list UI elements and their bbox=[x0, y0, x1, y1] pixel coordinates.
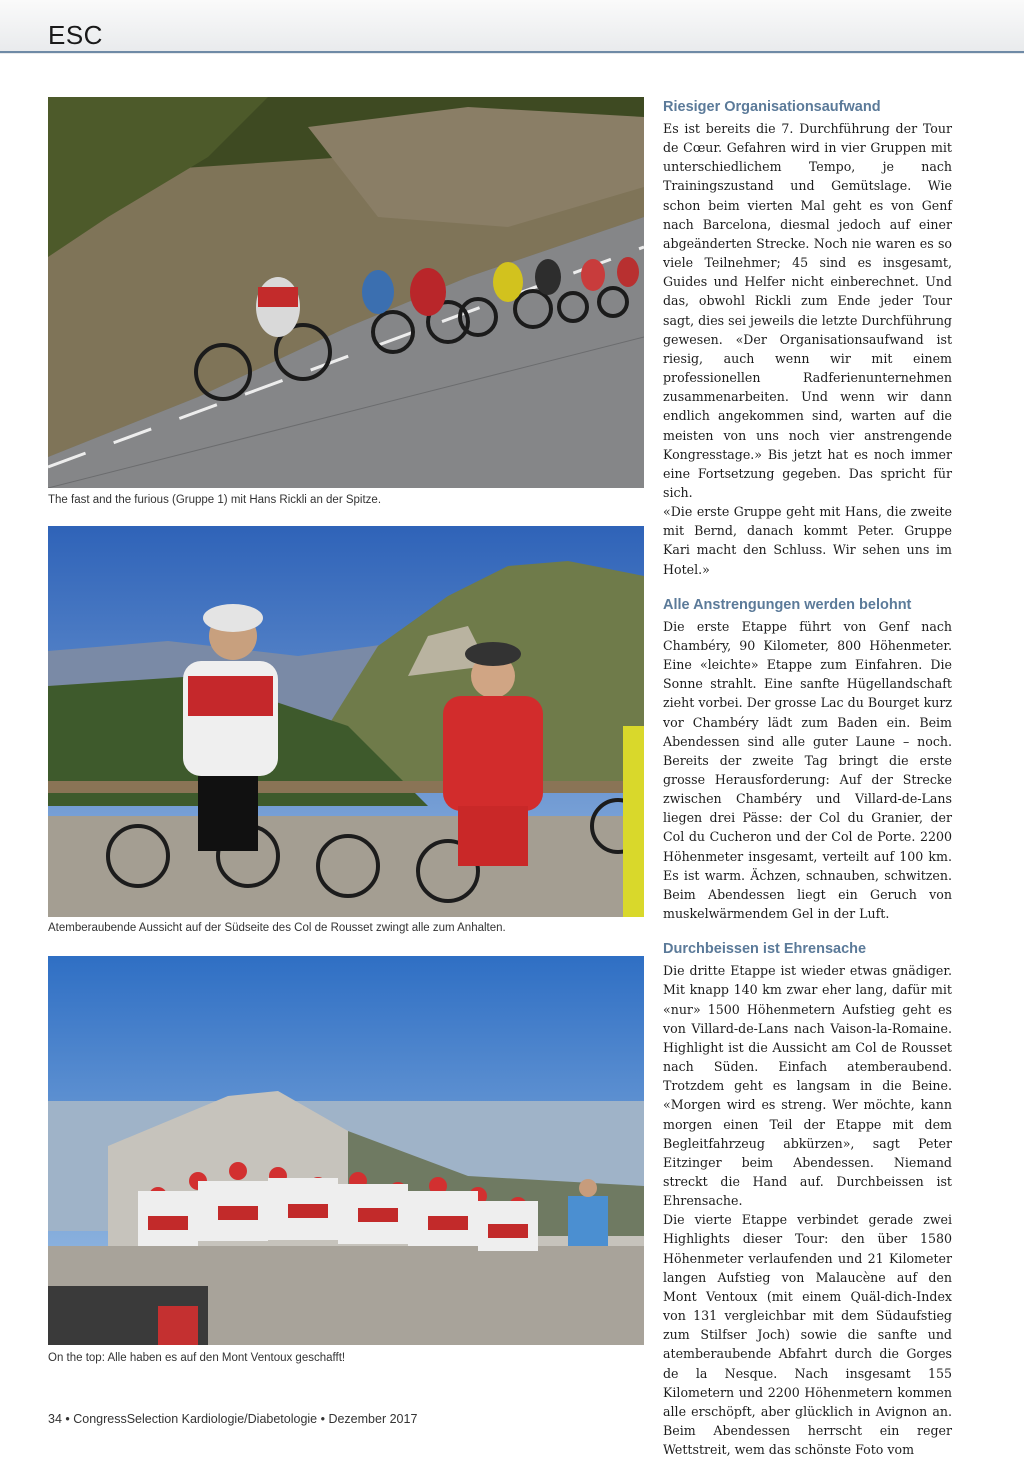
article-section-belohnt bbox=[663, 595, 952, 924]
article-section-durchbeissen bbox=[663, 939, 952, 1459]
page-footer: 34 • CongressSelection Kardiologie/Diabetologie • Dezember 2017 bbox=[48, 1412, 418, 1426]
article-paragraph: Die vierte Etappe verbindet gerade zwei Highlights dieser Tour: den über 1580 Höhenmeter verlaufenden und 21 Kilometer langen Aufstieg von Malaucène auf den Mont Ventoux (mit einem Quäl-dich-Index von 131 vergleichbar mit dem Südaufstieg zum Stilfser Joch) sowie die sanfte und atemberaubende Abfahrt durch die Gorges de la Nesque. Nach insgesamt 155 Kilometern und 2200 Höhenmetern kommen alle erschöpft, aber glücklich in Avignon an. Beim Abendessen herrscht ein reger Wettstreit, wem das schönste Foto vom bbox=[663, 1212, 952, 1458]
photo-caption-3: On the top: Alle haben es auf den Mont Ventoux geschafft! bbox=[48, 1352, 346, 1364]
photo-mont-ventoux-group bbox=[48, 956, 644, 1345]
photo-caption-2: Atemberaubende Aussicht auf der Südseite des Col de Rousset zwingt alle zum Anhalten. bbox=[48, 922, 506, 934]
header-rule bbox=[0, 51, 1024, 53]
header-band bbox=[0, 0, 1024, 54]
photo-caption-1: The fast and the furious (Gruppe 1) mit Hans Rickli an der Spitze. bbox=[48, 494, 382, 506]
photo-cyclists-road bbox=[48, 97, 644, 488]
article-paragraph: Die dritte Etappe ist wieder etwas gnädiger. Mit knapp 140 km zwar eher lang, dafür mit «nur» 1500 Höhenmetern Aufstieg geht es von Villard-de-Lans nach Vaison-la-Romaine. Highlight ist die Aussicht am Col de Rousset nach Süden. Einfach atemberaubend. Trotzdem geht es langsam in die Beine. «Morgen wird es streng. Wer möchte, kann morgen einen Teil der Etappe mit dem Begleitfahrzeug abkürzen», sagt Peter Eitzinger beim Abendessen. Niemand streckt die Hand auf. Durchbeissen ist Ehrensache. bbox=[663, 963, 952, 1209]
article-paragraph: Es ist bereits die 7. Durchführung der Tour de Cœur. Gefahren wird in vier Gruppen mit unterschiedlichem Tempo, je nach Trainingszustand und Gemütslage. Wie schon beim vierten Mal geht es von Genf nach Barcelona, diesmal jedoch auf einer abgeänderten Strecke. Noch nie waren es so viele Teilnehmer; 45 sind es insgesamt, Guides und Helfer nicht einberechnet. Und das, obwohl Rickli zum Ende jeder Tour sagt, dies sei jeweils die letzte Durchführung gewesen. «Der Organisationsaufwand ist riesig, auch wenn wir mit einem professionellen Radferienunternehmen zusammenarbeiten. Und wenn wir dann endlich angekommen sind, warten auf die meisten von uns noch vier anstrengende Kongresstage.» Bis jetzt hat es noch immer eine Fortsetzung gegeben. Das spricht für sich. bbox=[663, 121, 952, 500]
article-paragraph: «Die erste Gruppe geht mit Hans, die zweite mit Bernd, danach kommt Peter. Gruppe Kari macht den Schluss. Wir sehen uns im Hotel.» bbox=[663, 504, 952, 577]
section-heading: Durchbeissen ist Ehrensache bbox=[663, 941, 867, 958]
section-label: ESC bbox=[48, 20, 103, 50]
article-section-organisation bbox=[663, 97, 952, 579]
section-heading: Alle Anstrengungen werden belohnt bbox=[663, 596, 912, 613]
article-column bbox=[663, 97, 952, 1475]
photo-mountain-viewpoint bbox=[48, 526, 644, 917]
section-heading: Riesiger Organisationsaufwand bbox=[663, 99, 881, 115]
article-paragraph: Die erste Etappe führt von Genf nach Chambéry, 90 Kilometer, 800 Höhenmeter. Eine «leichte» Etappe zum Einfahren. Die Sonne strahlt. Eine sanfte Hügellandschaft zieht vorbei. Der grosse Lac du Bourget kurz vor Chambéry lädt zum Baden ein. Beim Abendessen sind alle guter Laune – noch. Bereits der zweite Tag bringt die erste grosse Herausforderung: Auf der Strecke zwischen Chambéry und Villard-de-Lans liegen drei Pässe: der Col du Granier, der Col du Cucheron und der Col de Porte. 2200 Höhenmeter insgesamt, verteilt auf 100 km. Es ist warm. Ächzen, schnauben, schwitzen. Beim Abendessen liegt ein Geruch von muskelwärmendem Gel in der Luft. bbox=[663, 618, 952, 922]
